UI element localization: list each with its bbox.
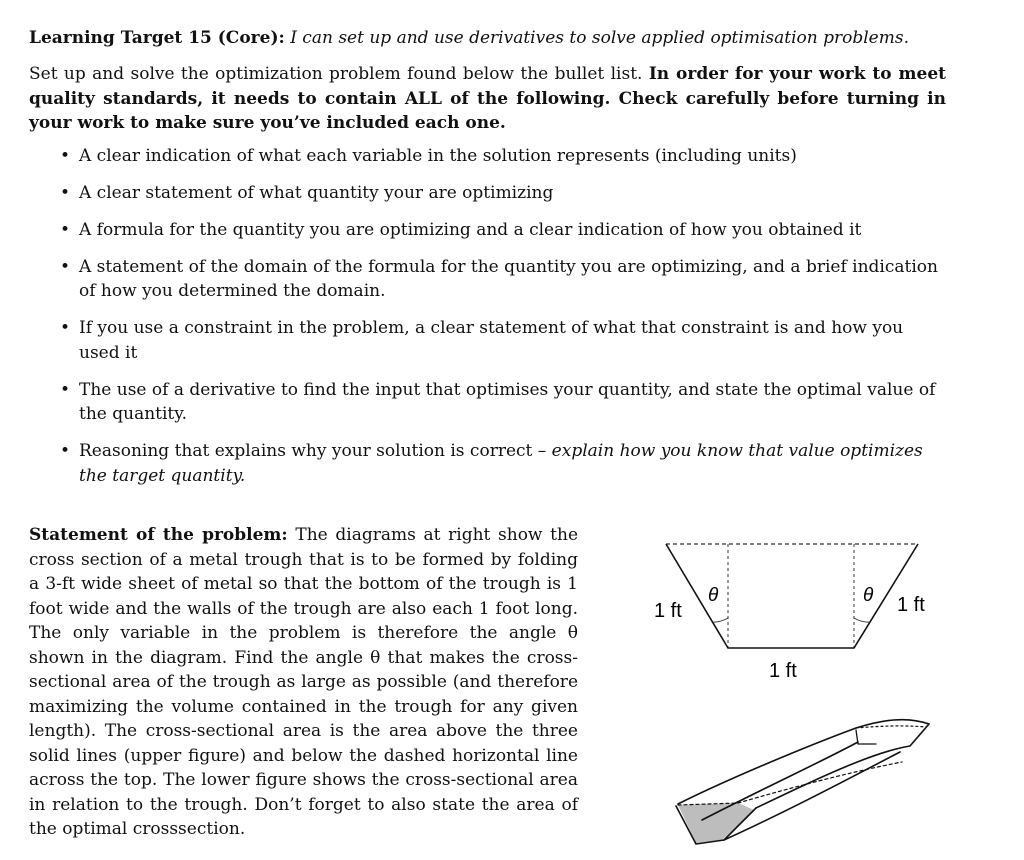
long-dashed-top	[738, 762, 902, 803]
list-item-text: The use of a derivative to find the input that optimises your quantity, and state the optimal value of the quantity.	[79, 379, 936, 424]
list-item	[57, 255, 946, 304]
list-item-text: Reasoning that explains why your solution is correct –	[79, 441, 552, 461]
right-wall-label: 1 ft	[897, 594, 925, 616]
trough-walls	[666, 544, 918, 648]
left-wall-label: 1 ft	[654, 600, 682, 622]
list-item-text: If you use a constraint in the problem, a clear statement of what that constraint is and how you used it	[79, 318, 904, 363]
instructions	[29, 62, 946, 136]
list-item-text: A formula for the quantity you are optimizing and a clear indication of how you obtained it	[79, 219, 862, 240]
right-angle-arc	[854, 618, 869, 622]
cross-section-figure	[654, 544, 925, 682]
list-item	[57, 218, 946, 243]
instructions-bold: In order for your work to meet quality standards, it needs to contain ALL of the following. Check carefully before turning in your work to make sure you’ve included each one.	[29, 64, 946, 133]
trough-sketch	[676, 720, 929, 844]
requirements-list	[29, 144, 946, 489]
list-item	[57, 144, 946, 169]
list-item-italic: explain how you know that value optimizes the target quantity.	[79, 441, 923, 486]
bullet-icon: •	[60, 182, 71, 203]
far-end-dashed	[856, 726, 926, 728]
bullet-icon: •	[60, 219, 71, 240]
trough-diagram	[640, 520, 940, 855]
bullet-icon: •	[60, 145, 71, 166]
list-item	[57, 181, 946, 206]
list-item-text: A clear indication of what each variable in the solution represents (including units)	[79, 145, 797, 166]
list-item	[57, 316, 946, 365]
instructions-plain: Set up and solve the optimization problem found below the bullet list.	[29, 64, 643, 84]
learning-target-label: Learning Target 15 (Core):	[29, 28, 285, 48]
list-item-text: A statement of the domain of the formula for the quantity you are optimizing, and a brief indication of how you determined the domain.	[79, 256, 938, 301]
bullet-icon: •	[60, 318, 71, 338]
back-top-edge	[678, 720, 929, 804]
far-end-inner	[856, 730, 876, 744]
right-theta-label: θ	[863, 585, 874, 606]
learning-target	[29, 26, 946, 50]
problem-statement	[29, 523, 578, 842]
learning-target-text: I can set up and use derivatives to solve applied optimisation problems.	[290, 28, 909, 48]
bullet-icon: •	[60, 256, 71, 277]
shaded-cross-section	[678, 803, 754, 843]
list-item	[57, 378, 946, 427]
left-theta-label: θ	[708, 585, 719, 606]
worksheet	[29, 26, 946, 501]
front-top-edge	[756, 724, 929, 808]
bullet-icon: •	[60, 379, 71, 400]
bullet-icon: •	[60, 441, 71, 461]
problem-label: Statement of the problem:	[29, 525, 288, 545]
list-item	[57, 439, 946, 488]
left-angle-arc	[713, 618, 728, 622]
bottom-label: 1 ft	[769, 660, 797, 682]
list-item-text: A clear statement of what quantity your are optimizing	[79, 182, 554, 203]
problem-text: The diagrams at right show the cross section of a metal trough that is to be formed by folding a 3-ft wide sheet of metal so that the bottom of the trough is 1 foot wide and the walls of the trough are also each 1 foot long. The only variable in the problem is therefore the angle θ shown in the diagram. Find the angle θ that makes the cross-sectional area of the trough as large as possible (and therefore maximizing the volume contained in the trough for any given length). The cross-sectional area is the area above the three solid lines (upper figure) and below the dashed horizontal line across the top. The lower figure shows the cross-sectional area in relation to the trough. Don’t forget to also state the area of the optimal crosssection.	[29, 525, 578, 839]
